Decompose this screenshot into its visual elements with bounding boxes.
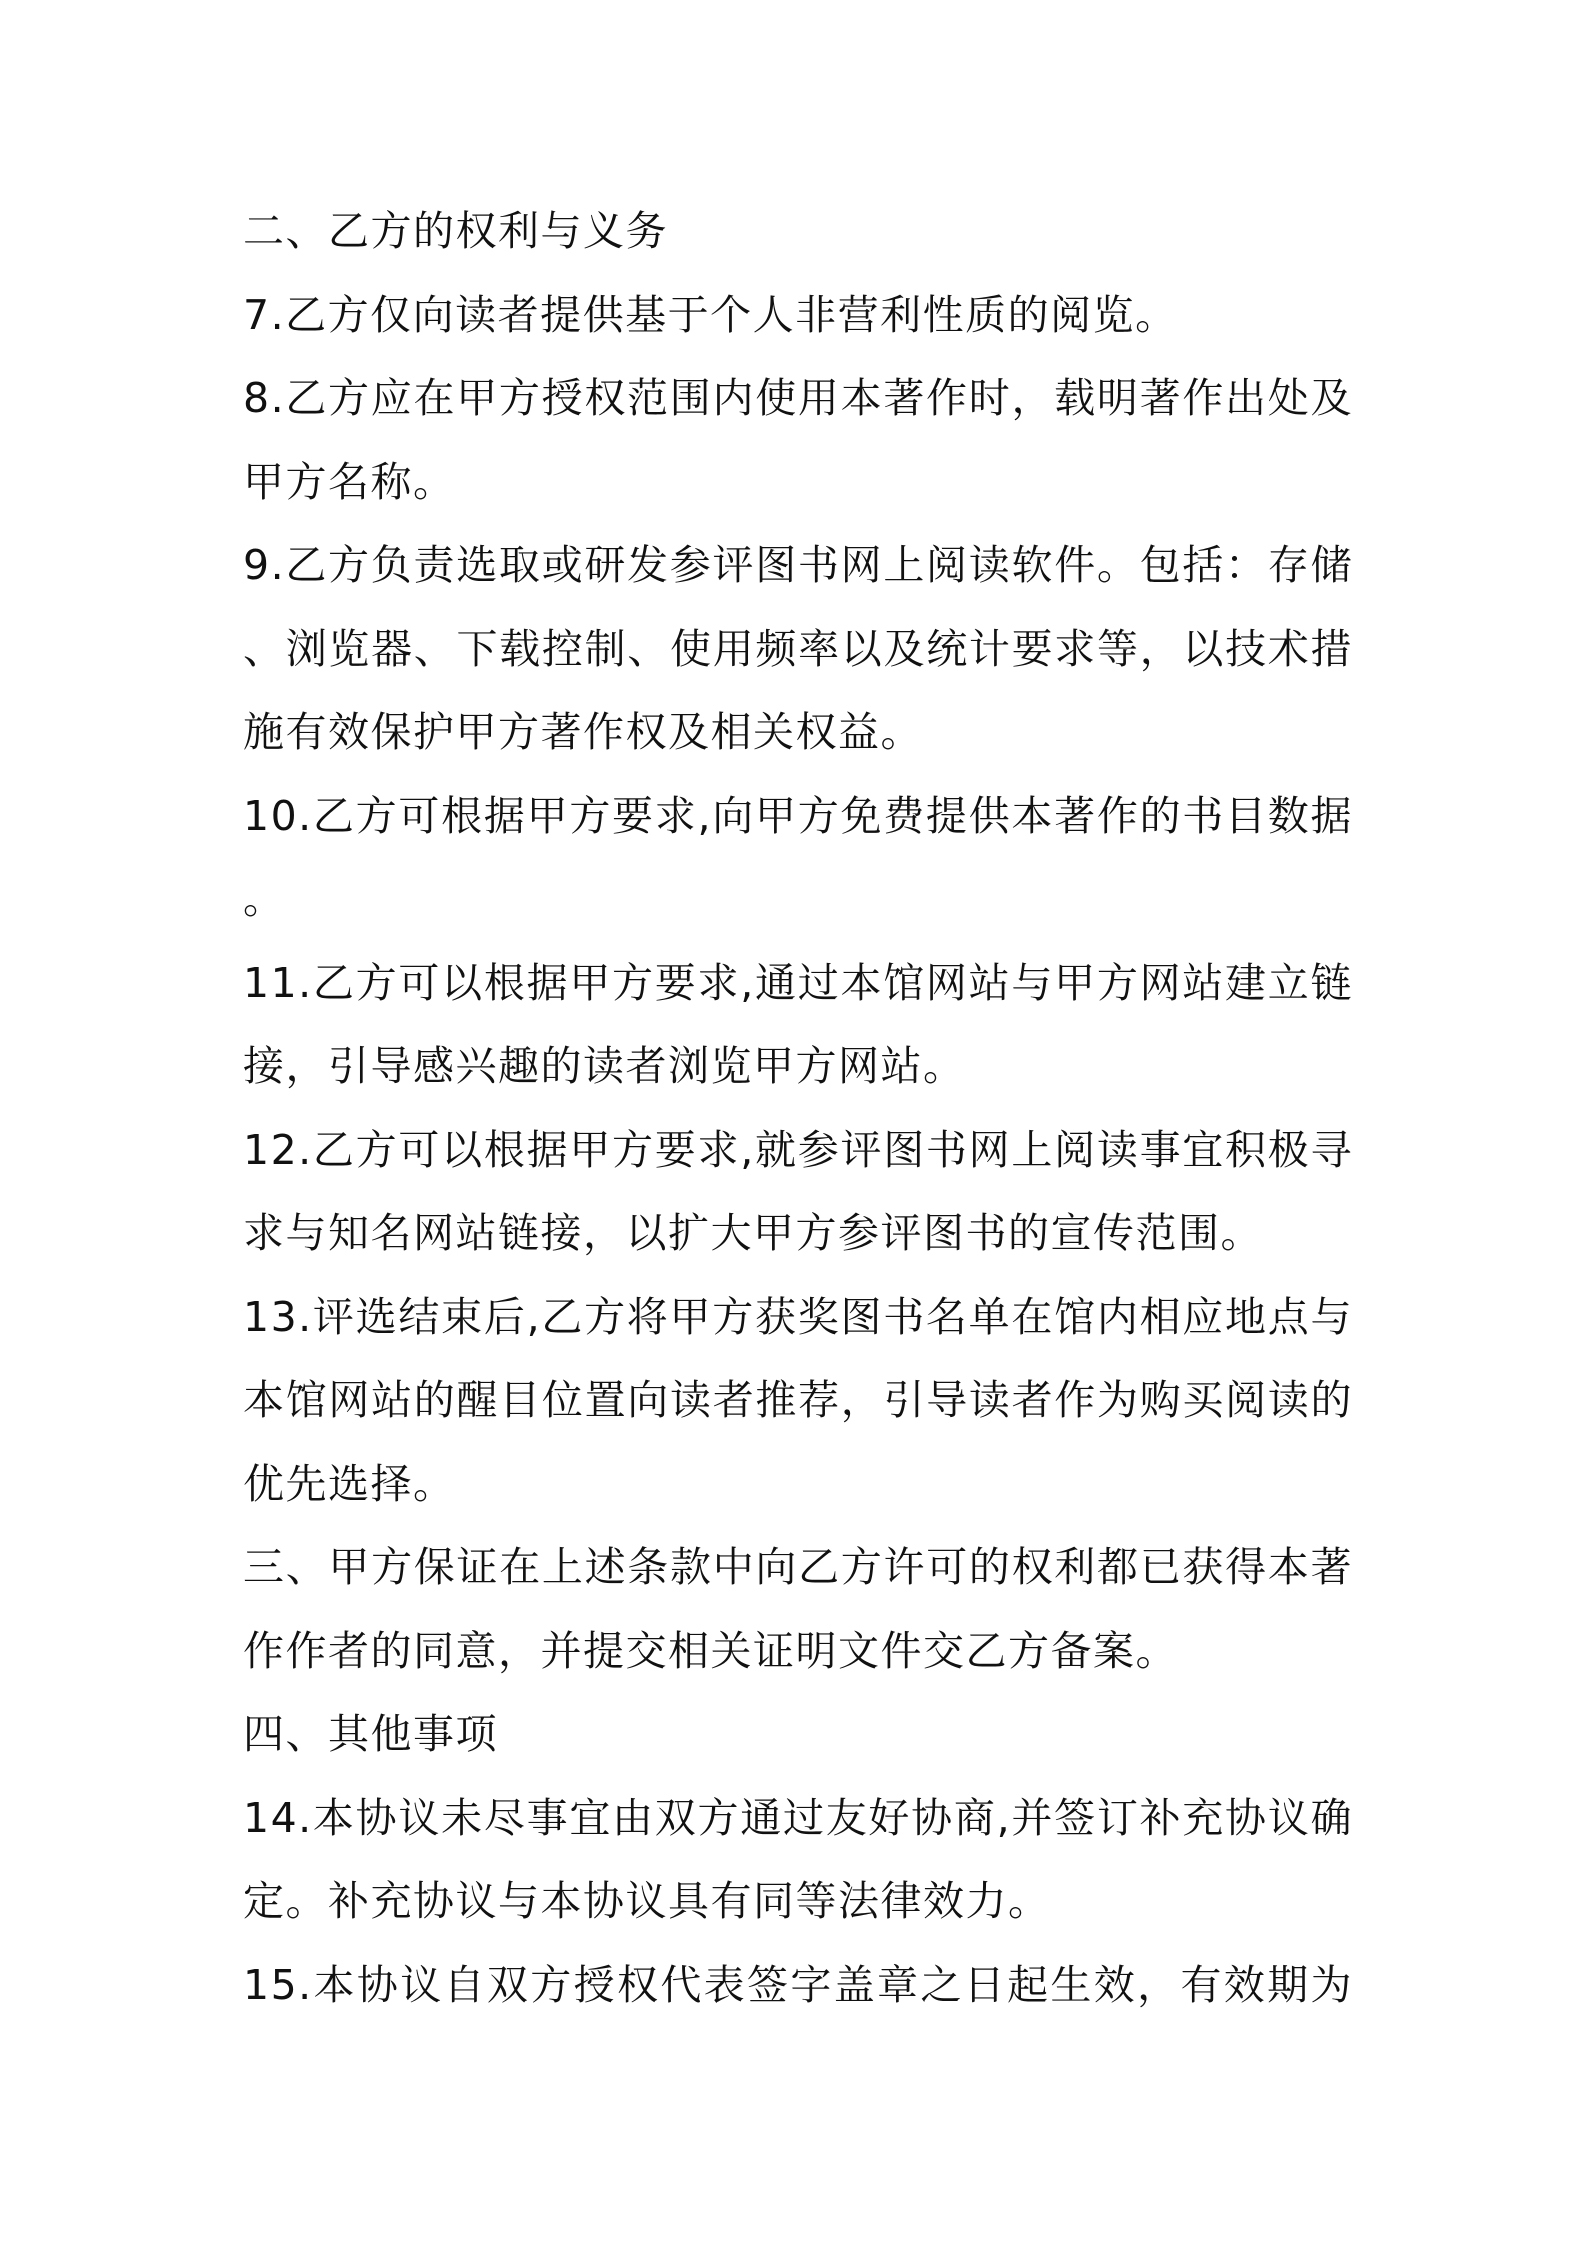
clause-15-line-1: 15.本协议自双方授权代表签字盖章之日起生效，有效期为 [243,1960,1353,2009]
clause-11-line-1: 11.乙方可以根据甲方要求,通过本馆网站与甲方网站建立链 [243,958,1353,1007]
clause-9-line-1: 9.乙方负责选取或研发参评图书网上阅读软件。包括：存储 [243,541,1353,589]
clause-13-line-1: 13.评选结束后,乙方将甲方获奖图书名单在馆内相应地点与 [243,1292,1353,1341]
clause-9-line-2: 、浏览器、下载控制、使用频率以及统计要求等，以技术措 [243,624,1353,673]
clause-12-line-2: 求与知名网站链接，以扩大甲方参评图书的宣传范围。 [243,1209,1263,1257]
clause-11-line-2: 接，引导感兴趣的读者浏览甲方网站。 [243,1042,966,1090]
clause-13-line-2: 本馆网站的醒目位置向读者推荐，引导读者作为购买阅读的 [243,1376,1353,1424]
section-3-line-1: 三、甲方保证在上述条款中向乙方许可的权利都已获得本著 [243,1543,1353,1591]
document-body [243,190,1353,2027]
clause-9-line-3: 施有效保护甲方著作权及相关权益。 [243,708,923,756]
section-3-line-2: 作作者的同意，并提交相关证明文件交乙方备案。 [243,1626,1178,1675]
clause-13-line-3: 优先选择。 [243,1459,456,1508]
clause-12-line-1: 12.乙方可以根据甲方要求,就参评图书网上阅读事宜积极寻 [243,1125,1353,1174]
clause-14-line-2: 定。补充协议与本协议具有同等法律效力。 [243,1877,1051,1925]
clause-8-line-1: 8.乙方应在甲方授权范围内使用本著作时，载明著作出处及 [243,374,1353,422]
section-heading-4: 四、其他事项 [243,1710,498,1758]
clause-7: 7.乙方仅向读者提供基于个人非营利性质的阅览。 [243,290,1178,339]
section-heading-2: 二、乙方的权利与义务 [243,207,668,255]
clause-10-line-1: 10.乙方可根据甲方要求,向甲方免费提供本著作的书目数据 [243,791,1353,840]
clause-14-line-1: 14.本协议未尽事宜由双方通过友好协商,并签订补充协议确 [243,1793,1353,1842]
clause-8-line-2: 甲方名称。 [243,457,456,506]
clause-10-line-2: 。 [243,875,286,923]
